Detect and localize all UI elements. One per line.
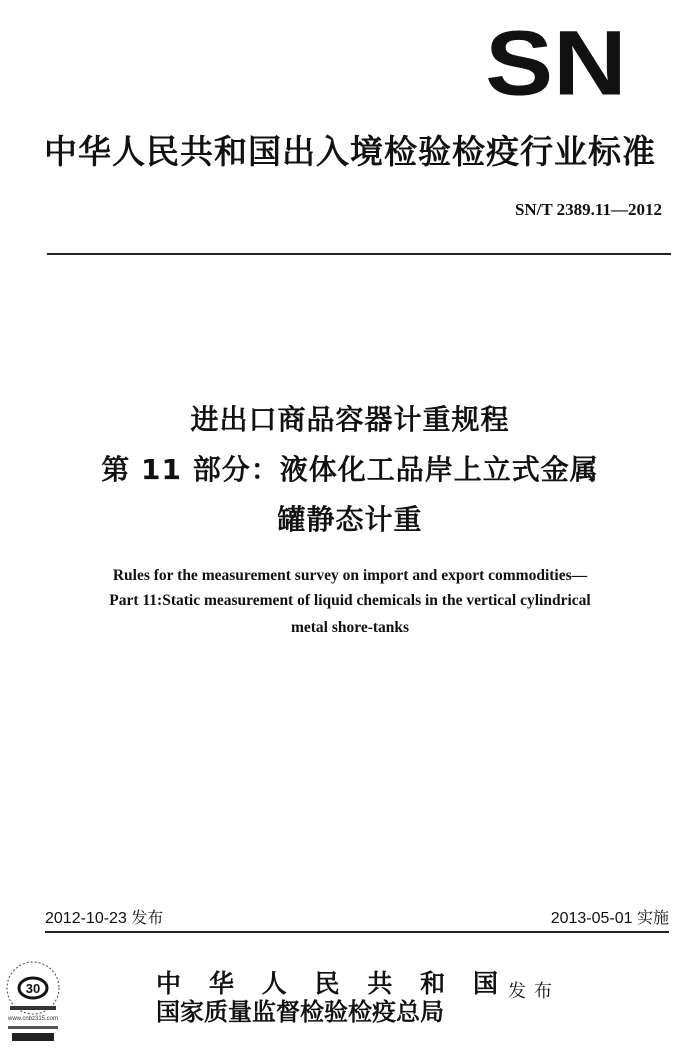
seal-stamp-icon [4,958,62,1044]
issuer-char: 民 [314,969,340,998]
svg-text:www.cnbz315.com: www.cnbz315.com [7,1016,59,1022]
issuer-line-2: 国家质量监督检验检疫总局 [156,997,444,1026]
issuer-char: 国 [472,969,498,998]
chinese-title-line-3: 罐静态计重 [277,503,423,536]
issuing-body-title: 中华人民共和国出入境检验检疫行业标准 [44,132,656,171]
effective-date: 2013-05-01 实施 [550,910,669,927]
issuer-char: 华 [208,969,234,998]
issuer-char: 共 [367,969,393,998]
english-title-line-3: metal shore-tanks [290,619,410,636]
english-title-line-2: Part 11:Static measurement of liquid chemicals in the vertical cylindrical [109,592,591,609]
issuer-char: 人 [261,969,287,998]
chinese-title-line-1: 进出口商品容器计重规程 [190,403,510,436]
issuer-char: 和 [420,969,446,998]
publish-label: 发布 [508,981,560,1002]
svg-text:30: 30 [25,981,41,996]
sn-logo [478,18,634,100]
issuer-char: 中 [156,969,182,998]
issue-date: 2012-10-23 发布 [45,910,164,927]
footer-divider [45,931,669,933]
standard-code: SN/T 2389.11—2012 [514,200,662,219]
sn-logo-text: SN [485,18,627,100]
chinese-title-line-2: 第 11 部分：液体化工品岸上立式金属 [101,453,599,486]
english-title-line-1: Rules for the measurement survey on import and export commodities— [112,567,588,584]
header-divider [47,253,671,255]
